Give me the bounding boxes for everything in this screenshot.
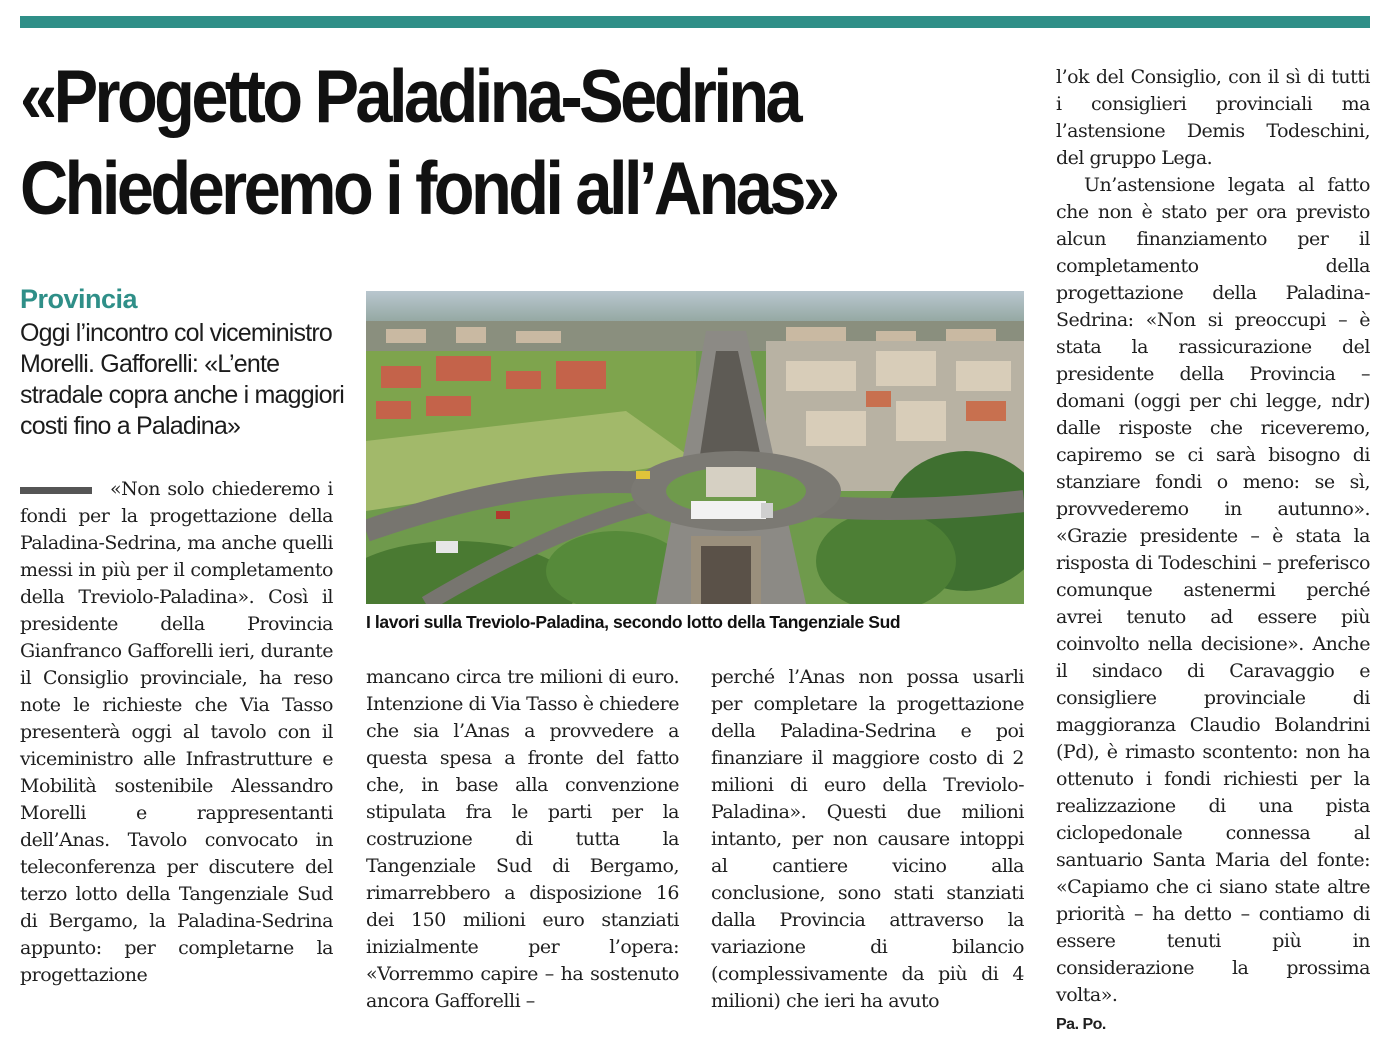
lead-bar bbox=[20, 487, 92, 494]
section-kicker: Provincia bbox=[20, 284, 138, 314]
column-2 bbox=[366, 664, 679, 1015]
headline bbox=[20, 50, 919, 234]
column-2-text: mancano circa tre milioni di euro. Intenzione di Via Tasso è chiedere che sia l’Anas a provvedere a questa spesa a fronte del fatto che, in base alla convenzione stipulata fra le parti per la costruzione di tutta la Tangenziale Sud di Bergamo, rimarrebbero a disposizione 16 dei 150 milioni euro stanziati inizialmente per l’opera: «Vorremmo capire – ha sostenuto ancora Gafforelli – bbox=[366, 666, 679, 1012]
column-4-paragraph-1: l’ok del Consiglio, con il sì di tutti i consiglieri provinciali ma l’astensione Demis Todeschini, del gruppo Lega. bbox=[1056, 66, 1370, 169]
aerial-roadworks-photo bbox=[366, 291, 1024, 604]
column-4-paragraph-2: Un’astensione legata al fatto che non è stato per ora previsto alcun finanziamento per il completamento della progettazione della Paladina-Sedrina: «Non si preoccupi – è stata la rassicurazione del presidente della Provincia – domani (oggi per chi legge, ndr) dalle risposte che riceveremo, capiremo se ci sarà bisogno di stanziare fondi o meno: se sì, provvederemo in autunno». «Grazie presidente – è stata la risposta di Todeschini – preferisco comunque astenermi perché avrei tenuto ad essere più coinvolto nella decisione». Anche il sindaco di Caravaggio e consigliere provinciale di maggioranza Claudio Bolandrini (Pd), è rimasto scontento: non ha ottenuto i fondi richiesti per la realizzazione di una pista ciclopedonale connessa al santuario Santa Maria del fonte: «Capiamo che ci siano state altre priorità – ha detto – contiamo di essere tenuti più in considerazione la prossima volta». bbox=[1056, 174, 1370, 1006]
column-1 bbox=[20, 476, 333, 989]
photo-illustration bbox=[366, 291, 1024, 604]
column-3-text: perché l’Anas non possa usarli per completare la progettazione della Paladina-Sedrina e poi finanziare il maggiore costo di 2 milioni di euro della Treviolo-Paladina». Questi due milioni intanto, per non causare intoppi al cantiere vicino alla conclusione, sono stati stanziati dalla Provincia attraverso la variazione di bilancio (complessivamente da più di 4 milioni) che ieri ha avuto bbox=[711, 666, 1024, 1012]
headline-line-2: Chiederemo i fondi all’Anas» bbox=[20, 146, 837, 230]
column-4 bbox=[1056, 64, 1370, 1038]
article-summary: Oggi l’incontro col viceministro Morelli. Gafforelli: «L’ente stradale copra anche i maggiori costi fino a Paladina» bbox=[20, 319, 345, 440]
top-rule bbox=[20, 16, 1370, 28]
column-1-text: «Non solo chiederemo i fondi per la progettazione della Paladina-Sedrina, ma anche quelli messi in più per il completamento della Treviolo-Paladina». Così il presidente della Provincia Gianfranco Gafforelli ieri, durante il Consiglio provinciale, ha reso note le richieste che Via Tasso presenterà oggi al tavolo con il viceministro alle Infrastrutture e Mobilità sostenibile Alessandro Morelli e rappresentanti dell’Anas. Tavolo convocato in teleconferenza per discutere del terzo lotto della Tangenziale Sud di Bergamo, la Paladina-Sedrina appunto: per completarne la progettazione bbox=[20, 478, 333, 986]
author-signature: Pa. Po. bbox=[1056, 1016, 1106, 1033]
photo-caption: I lavori sulla Treviolo-Paladina, secondo lotto della Tangenziale Sud bbox=[366, 612, 901, 632]
column-3 bbox=[711, 664, 1024, 1015]
headline-line-1: «Progetto Paladina-Sedrina bbox=[20, 54, 800, 138]
